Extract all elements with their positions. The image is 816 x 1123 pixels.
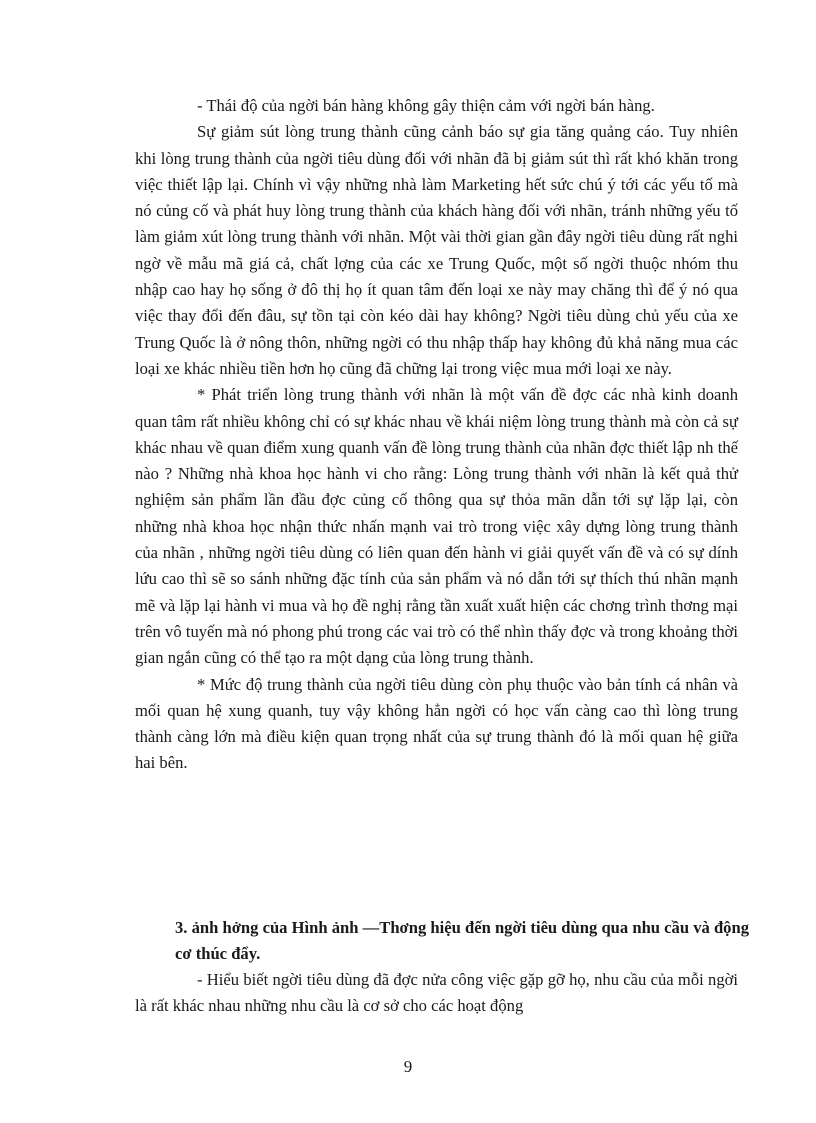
- body-text: [135, 93, 738, 777]
- paragraph-loyalty-development: * Phát triển lòng trung thành với nhãn là một vấn đề đợc các nhà kinh doanh quan tâm rất nhiều không chỉ có sự khác nhau về khái niệm lòng trung thành mà còn cả sự khác nhau về quan điểm xung quanh vấn đề lòng trung thành của nhãn đợc thiết lập nh thế nào ? Những nhà khoa học hành vi cho rằng: Lòng trung thành với nhãn là kết quả thử nghiệm sản phẩm lần đầu đợc củng cố thông qua sự thỏa mãn dẫn tới sự lặp lại, còn những nhà khoa học nhận thức nhấn mạnh vai trò trong việc xây dựng lòng trung thành của nhãn , những ngời tiêu dùng có liên quan đến hành vi giải quyết vấn đề và có sự dính lứu cao thì sẽ so sánh những đặc tính của sản phẩm và nó dẫn tới sự thích thú nhãn mạnh mẽ và lặp lại hành vi mua và họ đề nghị rằng tần xuất xuất hiện các chơng trình thơng mại trên vô tuyến mà nó phong phú trong các vai trò có thể nhìn thấy đợc và trong khoảng thời gian ngắn cũng có thể tạo ra một dạng của lòng trung thành.: [135, 385, 738, 668]
- paragraph-attitude: - Thái độ của ngời bán hàng không gây thiện cảm với ngời bán hàng.: [197, 96, 655, 115]
- paragraph-understanding: - Hiểu biết ngời tiêu dùng đã đợc nửa công việc gặp gỡ họ, nhu cầu của mỗi ngời là rất khác nhau những nhu cầu là cơ sở cho các hoạt động: [135, 970, 738, 1016]
- paragraph-loyalty-decline: Sự giảm sút lòng trung thành cũng cảnh báo sự gia tăng quảng cáo. Tuy nhiên khi lòng trung thành của ngời tiêu dùng đối với nhãn đã bị giảm sút thì rất khó khăn trong việc thiết lập lại. Chính vì vậy những nhà làm Marketing hết sức chú ý tới các yếu tố mà nó củng cố và phát huy lòng trung thành của khách hàng đối với nhãn, tránh những yếu tố làm giảm xút lòng trung thành với nhãn. Một vài thời gian gần đây ngời tiêu dùng rất nghi ngờ về mẫu mã giá cả, chất lợng của các xe Trung Quốc, một số ngời thuộc nhóm thu nhập cao hay họ sống ở đô thị họ ít quan tâm đến loại xe này may chăng thì để ý nó qua việc thay đổi đến đâu, sự tồn tại còn kéo dài hay không? Ngời tiêu dùng chủ yếu của xe Trung Quốc là ở nông thôn, những ngời có thu nhập thấp hay không đủ khả năng mua các loại xe khác nhiều tiền hơn họ cũng đã chững lại trong việc mua mới loại xe này.: [135, 122, 738, 378]
- section-body: [135, 967, 738, 1020]
- paragraph-loyalty-level: * Mức độ trung thành của ngời tiêu dùng còn phụ thuộc vào bản tính cá nhân và mối quan hệ xung quanh, tuy vậy không hẳn ngời có học vấn càng cao thì lòng trung thành càng lớn mà điều kiện quan trọng nhất của sự trung thành đó là mối quan hệ giữa hai bên.: [135, 674, 738, 773]
- page-number: 9: [403, 1057, 413, 1076]
- section-heading: 3. ảnh hởng của Hình ảnh —Thơng hiệu đến ngời tiêu dùng qua nhu cầu và động cơ thúc đẩy.: [175, 918, 750, 963]
